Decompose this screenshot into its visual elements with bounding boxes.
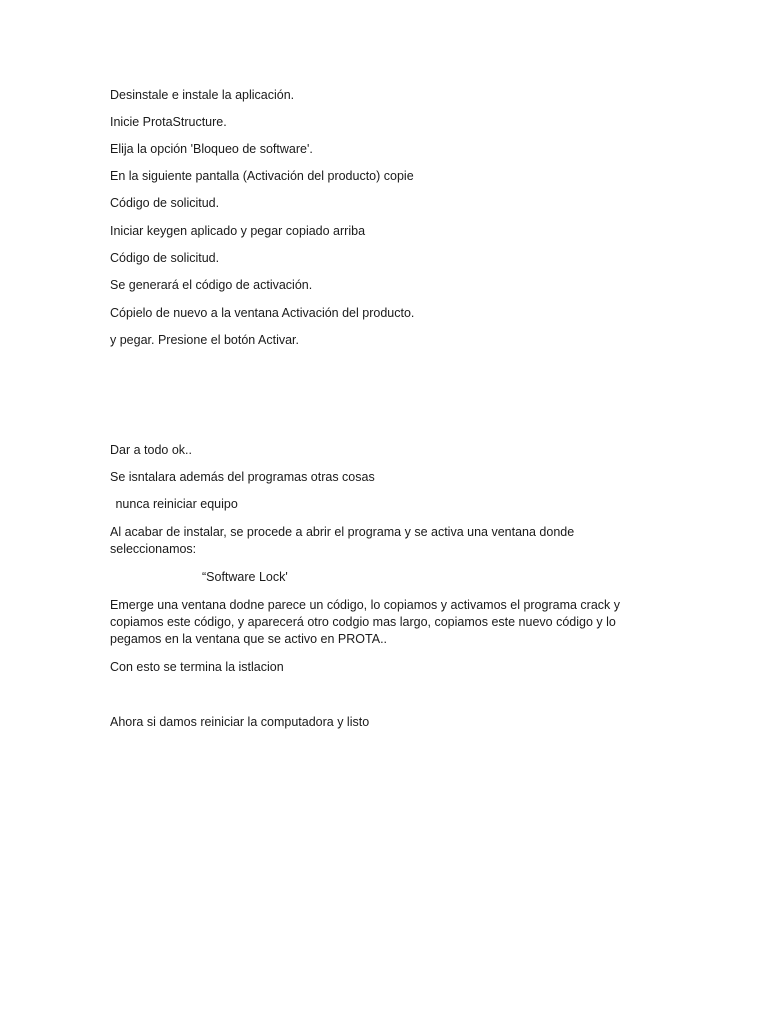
- paragraph-never-restart: nunca reiniciar equipo: [112, 497, 238, 511]
- paragraph-press-activate: y pegar. Presione el botón Activar.: [110, 333, 300, 347]
- paragraph-next-screen: En la siguiente pantalla (Activación del producto) copie: [110, 169, 414, 183]
- paragraph-request-code-1: Código de solicitud.: [110, 196, 220, 210]
- paragraph-request-code-2: Código de solicitud.: [110, 251, 220, 265]
- paragraph-software-lock-option: Elija la opción 'Bloqueo de software'.: [110, 142, 313, 156]
- paragraph-install-finished: Con esto se termina la istlacion: [110, 660, 284, 674]
- paragraph-after-install: Al acabar de instalar, se procede a abrir el programa y se activa una ventana donde seleccionamos:: [110, 525, 575, 556]
- paragraph-all-ok: Dar a todo ok..: [110, 443, 192, 457]
- paragraph-crack-steps: Emerge una ventana dodne parece un código, lo copiamos y activamos el programa crack y copiamos este código, y aparecerá otro codgio mas largo, copiamos este nuevo código y lo pegamos en la ventana que se activo en PROTA..: [110, 598, 621, 646]
- paragraph-other-installs: Se isntalara además del programas otras cosas: [110, 470, 375, 484]
- paragraph-uninstall: Desinstale e instale la aplicación.: [110, 88, 295, 102]
- paragraph-activation-generated: Se generará el código de activación.: [110, 278, 313, 292]
- paragraph-restart-done: Ahora si damos reiniciar la computadora y listo: [110, 715, 370, 729]
- paragraph-start-keygen: Iniciar keygen aplicado y pegar copiado arriba: [110, 224, 366, 238]
- paragraph-copy-back: Cópielo de nuevo a la ventana Activación del producto.: [110, 306, 415, 320]
- paragraph-software-lock: “Software Lock': [202, 570, 288, 584]
- paragraph-start-prota: Inicie ProtaStructure.: [110, 115, 227, 129]
